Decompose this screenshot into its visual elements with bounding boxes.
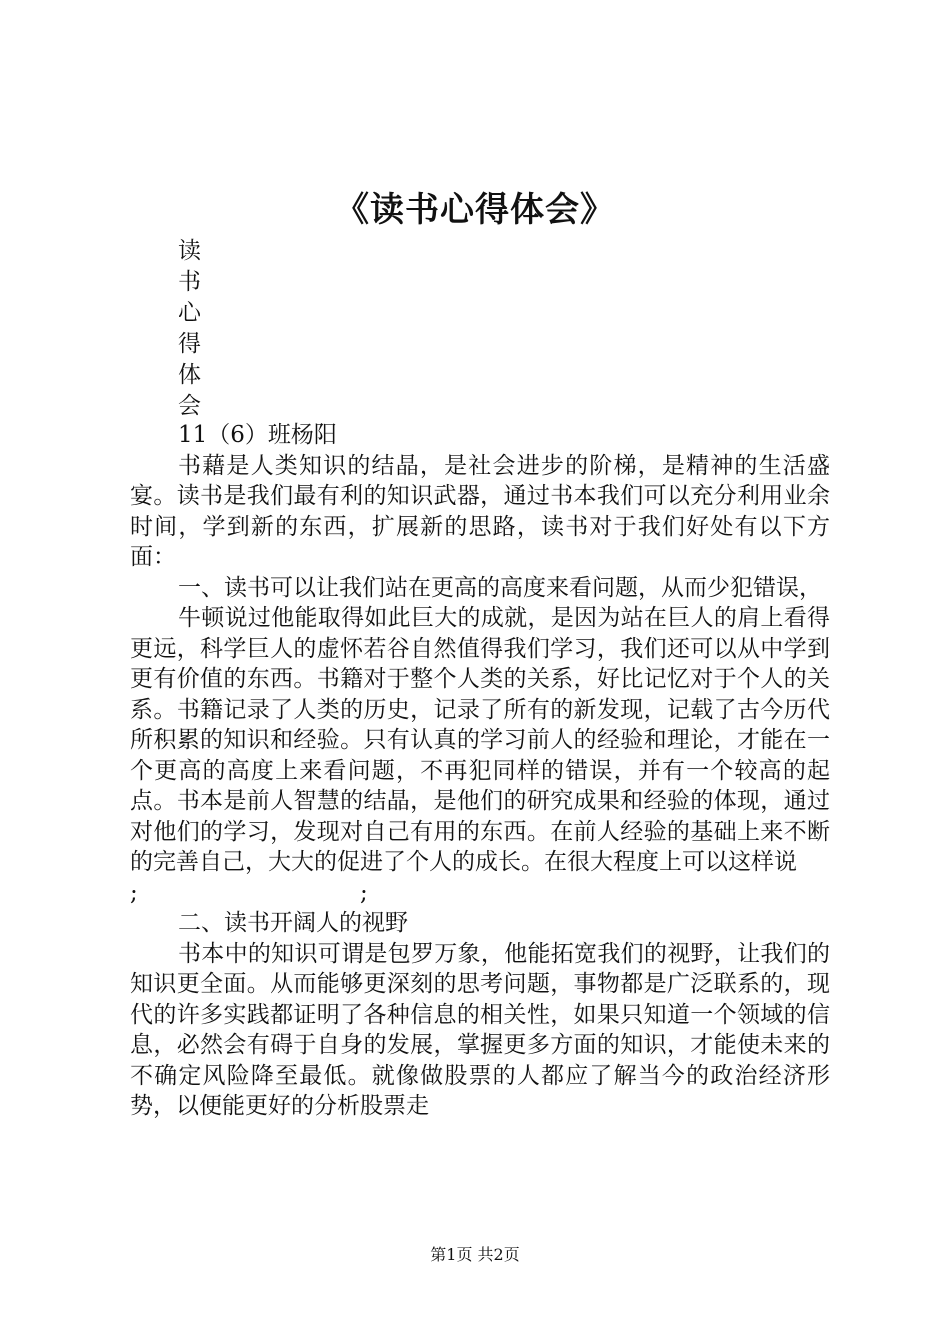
document-body — [130, 420, 830, 1122]
vertical-heading-char: 会 — [178, 393, 201, 419]
semicolon-line — [130, 878, 830, 909]
vertical-heading-char: 得 — [178, 331, 201, 357]
vertical-heading-char: 体 — [178, 362, 201, 388]
paragraph-section-1: 牛顿说过他能取得如此巨大的成就，是因为站在巨人的肩上看得更远，科学巨人的虚怀若谷自然值得我们学习，我们还可以从中学到更有价值的东西。书籍对于整个人类的关系，好比记忆对于个人的关系。书籍记录了人类的历史，记录了所有的新发现，记载了古今历代所积累的知识和经验。只有认真的学习前人的经验和理论，才能在一个更高的高度上来看问题，不再犯同样的错误，并有一个较高的起点。书本是前人智慧的结晶，是他们的研究成果和经验的体现，通过对他们的学习，发现对自己有用的东西。在前人经验的基础上来不断的完善自己，大大的促进了个人的成长。在很大程度上可以这样说 — [130, 605, 830, 875]
document-title: 《读书心得体会》 — [335, 190, 615, 230]
author-byline: 11（6）班杨阳 — [178, 422, 337, 448]
vertical-heading-char: 心 — [178, 300, 201, 326]
vertical-heading-char: 读 — [178, 238, 201, 264]
semicolon-mark: ; — [360, 879, 368, 906]
paragraph-section-2: 书本中的知识可谓是包罗万象，他能拓宽我们的视野，让我们的知识更全面。从而能够更深刻的思考问题，事物都是广泛联系的，现代的许多实践都证明了各种信息的相关性，如果只知道一个领域的信息，必然会有碍于自身的发展，掌握更多方面的知识，才能使未来的不确定风险降至最低。就像做股票的人都应了解当今的政治经济形势，以便能更好的分析股票走 — [130, 940, 830, 1119]
section-heading-1: 一、读书可以让我们站在更高的高度来看问题，从而少犯错误， — [178, 574, 822, 601]
vertical-heading — [178, 236, 208, 422]
vertical-heading-char: 书 — [178, 269, 201, 295]
section-heading-2: 二、读书开阔人的视野 — [178, 910, 408, 936]
page-footer: 第1页 共2页 — [430, 1245, 520, 1264]
paragraph-intro: 书藉是人类知识的结晶，是社会进步的阶梯，是精神的生活盛宴。读书是我们最有利的知识武器，通过书本我们可以充分利用业余时间，学到新的东西，扩展新的思路，读书对于我们好处有以下方面： — [130, 452, 830, 570]
semicolon-mark: ; — [130, 879, 138, 906]
